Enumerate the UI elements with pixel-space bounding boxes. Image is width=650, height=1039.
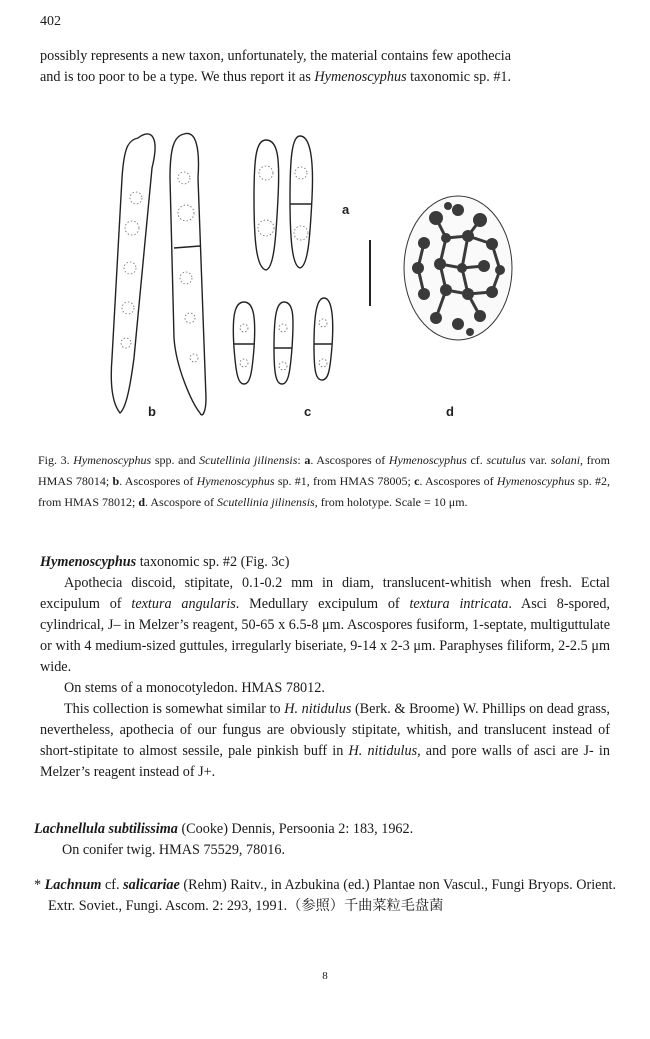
spore-c-3 [314,298,333,380]
intro-line-1: possibly represents a new taxon, unfortunately, the material contains few apothecia [40,48,512,64]
septum-b [174,246,200,248]
note-paragraph: This collection is somewhat similar to H. nitidulus (Berk. & Broome) W. Phillips on dead grass, nevertheless, apothecia of our fungus are obviously stipitate, whitish, and translucent instead of short-stipitate to almost sessile, pale pinkish buff in H. nitidulus, and pore walls of asci are J- in Melzer’s reagent instead of J+. [40,701,610,780]
spore-a-1 [254,140,279,270]
substrate-line: On conifer twig. HMAS 75529, 78016. [62,842,286,858]
genus-name: Hymenoscyphus [314,69,407,85]
figure-3 [96,118,526,423]
spore-c-1 [233,302,254,384]
bullet-marker: * [34,877,42,893]
intro-line-2: and is too poor to be a type. We thus report it as [40,69,315,85]
spore-c-2 [274,302,293,384]
label-b: b [148,404,156,419]
intro-line-2-end: taxonomic sp. #1. [406,69,512,85]
section-heading: Hymenoscyphus taxonomic sp. #2 (Fig. 3c) [40,554,290,570]
label-c: c [304,404,312,419]
section-lachnum: * Lachnum cf. salicariae (Rehm) Raitv., in Azbukina (ed.) Plantae non Vascul., Fungi Bryops. Orient. Extr. Soviet., Fungi. Ascom. 2: 293, 1991.（参照）千曲菜粒毛盘菌 [34,877,617,914]
intro-paragraph [40,46,610,88]
section-lachnellula [34,819,604,861]
label-d: d [446,404,454,419]
figure-3-drawing [96,118,526,423]
section-heading: Lachnellula subtilissima (Cooke) Dennis, Persoonia 2: 183, 1962. [34,821,414,837]
substrate-line: On stems of a monocotyledon. HMAS 78012. [64,680,325,696]
spore-b-1 [111,134,155,413]
spore-a-2 [290,136,313,268]
section-hymenoscyphus-sp2 [40,552,610,783]
page-number: 402 [40,14,61,29]
label-a: a [342,202,350,217]
description-paragraph: Apothecia discoid, stipitate, 0.1-0.2 mm in diam, translucent-whitish when fresh. Ectal excipulum of textura angularis. Medullary excipulum of textura intricata. Asci 8-spored, cylindrical, J– in Melzer’s reagent, 50-65 x 6.5-8 μm. Ascospores fusiform, 1-septate, multiguttulate or with 4 medium-sized guttules, irregularly biseriate, 9-14 x 2-3 μm. Paraphyses filiform, 2-2.5 μm wide. [40,575,610,675]
spore-d [404,196,512,340]
spore-b-2 [170,133,206,414]
footer-page-number: 8 [322,970,328,982]
figure-caption: Fig. 3. Hymenoscyphus spp. and Scutellinia jilinensis: a. Ascospores of Hymenoscyphus cf. scutulus var. solani, from HMAS 78014; b. Ascospores of Hymenoscyphus sp. #1, from HMAS 78005; c. Ascospores of Hymenoscyphus sp. #2, from HMAS 78012; d. Ascospore of Scutellinia jilinensis, from holotype. Scale = 10 μm. [38,453,610,509]
